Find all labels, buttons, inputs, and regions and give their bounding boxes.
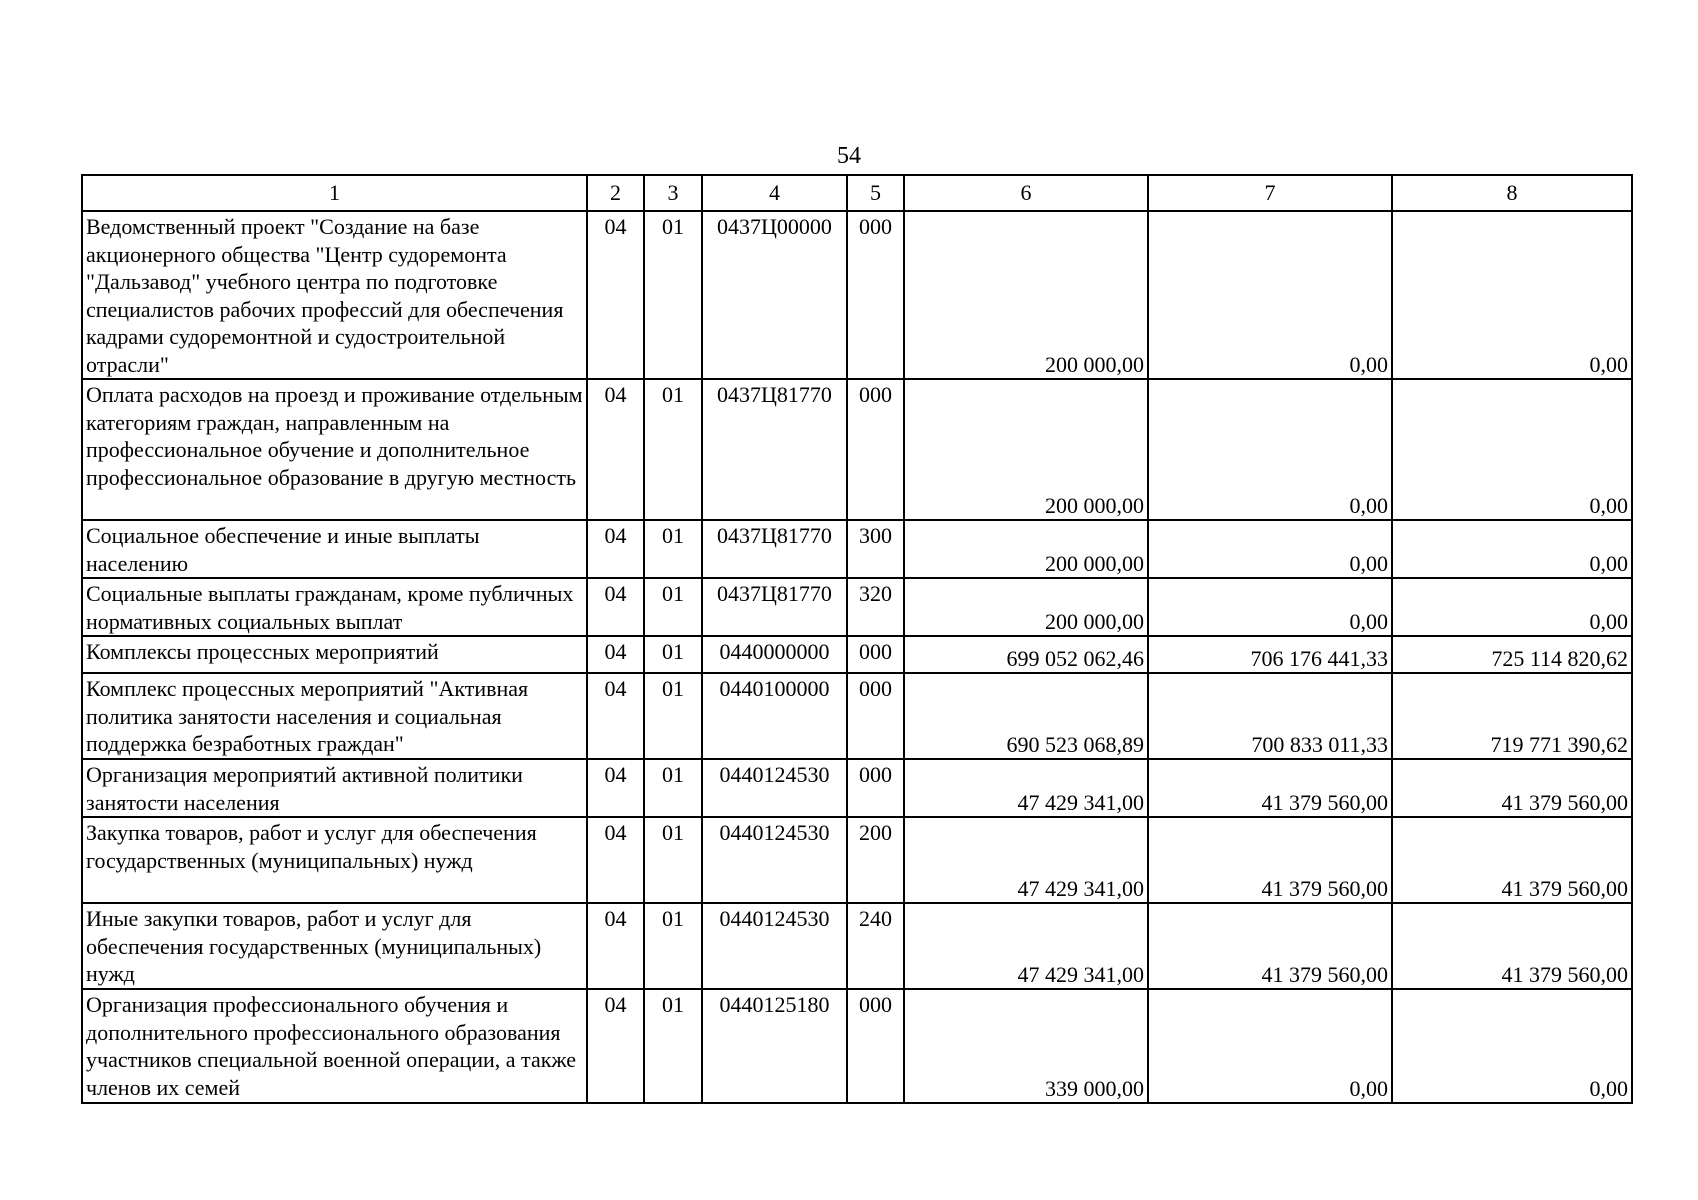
row-section: 04: [587, 903, 644, 989]
row-target-code: 0440125180: [702, 989, 847, 1103]
page-number: 54: [837, 143, 861, 169]
row-name: Социальные выплаты гражданам, кроме публичных нормативных социальных выплат: [82, 578, 587, 636]
row-expense-type: 000: [847, 673, 904, 759]
row-subsection: 01: [644, 636, 702, 673]
row-target-code: 0440100000: [702, 673, 847, 759]
column-header: 4: [702, 175, 847, 211]
table-row: [82, 636, 1632, 673]
row-amount-col7: 700 833 011,33: [1148, 673, 1392, 759]
row-subsection: 01: [644, 817, 702, 903]
table-row: [82, 817, 1632, 903]
row-amount-col7: 0,00: [1148, 520, 1392, 578]
table-row: [82, 903, 1632, 989]
table-row: [82, 578, 1632, 636]
row-expense-type: 200: [847, 817, 904, 903]
table-row: [82, 520, 1632, 578]
row-subsection: 01: [644, 578, 702, 636]
row-amount-col7: 0,00: [1148, 578, 1392, 636]
row-section: 04: [587, 817, 644, 903]
row-amount-col6: 47 429 341,00: [904, 759, 1148, 817]
row-subsection: 01: [644, 989, 702, 1103]
row-section: 04: [587, 673, 644, 759]
row-name: Оплата расходов на проезд и проживание отдельным категориям граждан, направленным на профессиональное обучение и дополнительное профессиональное образование в другую местность: [82, 379, 587, 520]
row-name: Социальное обеспечение и иные выплаты населению: [82, 520, 587, 578]
row-target-code: 0440124530: [702, 817, 847, 903]
column-header: 5: [847, 175, 904, 211]
row-target-code: 0437Ц00000: [702, 211, 847, 379]
row-amount-col6: 47 429 341,00: [904, 817, 1148, 903]
row-amount-col6: 339 000,00: [904, 989, 1148, 1103]
row-name: Комплексы процессных мероприятий: [82, 636, 587, 673]
row-amount-col7: 41 379 560,00: [1148, 817, 1392, 903]
row-amount-col8: 725 114 820,62: [1392, 636, 1632, 673]
row-expense-type: 240: [847, 903, 904, 989]
column-header: 3: [644, 175, 702, 211]
table-header-row: [82, 175, 1632, 211]
row-expense-type: 000: [847, 989, 904, 1103]
row-amount-col6: 200 000,00: [904, 520, 1148, 578]
row-target-code: 0437Ц81770: [702, 379, 847, 520]
row-section: 04: [587, 578, 644, 636]
row-target-code: 0440124530: [702, 903, 847, 989]
row-amount-col8: 0,00: [1392, 520, 1632, 578]
row-subsection: 01: [644, 211, 702, 379]
row-amount-col6: 699 052 062,46: [904, 636, 1148, 673]
row-amount-col8: 41 379 560,00: [1392, 903, 1632, 989]
row-subsection: 01: [644, 903, 702, 989]
column-header: 7: [1148, 175, 1392, 211]
row-amount-col8: 0,00: [1392, 578, 1632, 636]
row-name: Организация профессионального обучения и дополнительного профессионального образования участников специальной военной операции, а также членов их семей: [82, 989, 587, 1103]
row-amount-col7: 706 176 441,33: [1148, 636, 1392, 673]
row-amount-col7: 41 379 560,00: [1148, 903, 1392, 989]
row-target-code: 0440124530: [702, 759, 847, 817]
budget-table: [81, 174, 1633, 1104]
row-amount-col8: 719 771 390,62: [1392, 673, 1632, 759]
row-section: 04: [587, 211, 644, 379]
row-amount-col8: 0,00: [1392, 379, 1632, 520]
table-row: [82, 379, 1632, 520]
row-subsection: 01: [644, 673, 702, 759]
row-expense-type: 000: [847, 379, 904, 520]
row-amount-col7: 0,00: [1148, 989, 1392, 1103]
table-row: [82, 211, 1632, 379]
row-section: 04: [587, 379, 644, 520]
table-row: [82, 989, 1632, 1103]
row-subsection: 01: [644, 759, 702, 817]
row-amount-col7: 0,00: [1148, 379, 1392, 520]
row-amount-col6: 47 429 341,00: [904, 903, 1148, 989]
column-header: 1: [82, 175, 587, 211]
row-name: Организация мероприятий активной политики занятости населения: [82, 759, 587, 817]
row-expense-type: 300: [847, 520, 904, 578]
row-subsection: 01: [644, 379, 702, 520]
row-subsection: 01: [644, 520, 702, 578]
row-expense-type: 320: [847, 578, 904, 636]
row-expense-type: 000: [847, 636, 904, 673]
row-expense-type: 000: [847, 759, 904, 817]
row-target-code: 0440000000: [702, 636, 847, 673]
column-header: 6: [904, 175, 1148, 211]
row-amount-col8: 41 379 560,00: [1392, 759, 1632, 817]
row-amount-col7: 0,00: [1148, 211, 1392, 379]
row-name: Закупка товаров, работ и услуг для обеспечения государственных (муниципальных) нужд: [82, 817, 587, 903]
row-section: 04: [587, 520, 644, 578]
row-amount-col6: 690 523 068,89: [904, 673, 1148, 759]
row-amount-col7: 41 379 560,00: [1148, 759, 1392, 817]
table-row: [82, 759, 1632, 817]
row-name: Иные закупки товаров, работ и услуг для обеспечения государственных (муниципальных) нужд: [82, 903, 587, 989]
row-amount-col6: 200 000,00: [904, 379, 1148, 520]
row-section: 04: [587, 989, 644, 1103]
row-amount-col8: 0,00: [1392, 211, 1632, 379]
row-section: 04: [587, 636, 644, 673]
table-row: [82, 673, 1632, 759]
row-name: Ведомственный проект "Создание на базе акционерного общества "Центр судоремонта "Дальзавод" учебного центра по подготовке специалистов рабочих профессий для обеспечения кадрами судоремонтной и судостроительной отрасли": [82, 211, 587, 379]
column-header: 2: [587, 175, 644, 211]
row-name: Комплекс процессных мероприятий "Активная политика занятости населения и социальная поддержка безработных граждан": [82, 673, 587, 759]
row-amount-col8: 0,00: [1392, 989, 1632, 1103]
row-amount-col6: 200 000,00: [904, 578, 1148, 636]
row-amount-col8: 41 379 560,00: [1392, 817, 1632, 903]
row-target-code: 0437Ц81770: [702, 578, 847, 636]
row-amount-col6: 200 000,00: [904, 211, 1148, 379]
row-expense-type: 000: [847, 211, 904, 379]
row-target-code: 0437Ц81770: [702, 520, 847, 578]
column-header: 8: [1392, 175, 1632, 211]
row-section: 04: [587, 759, 644, 817]
